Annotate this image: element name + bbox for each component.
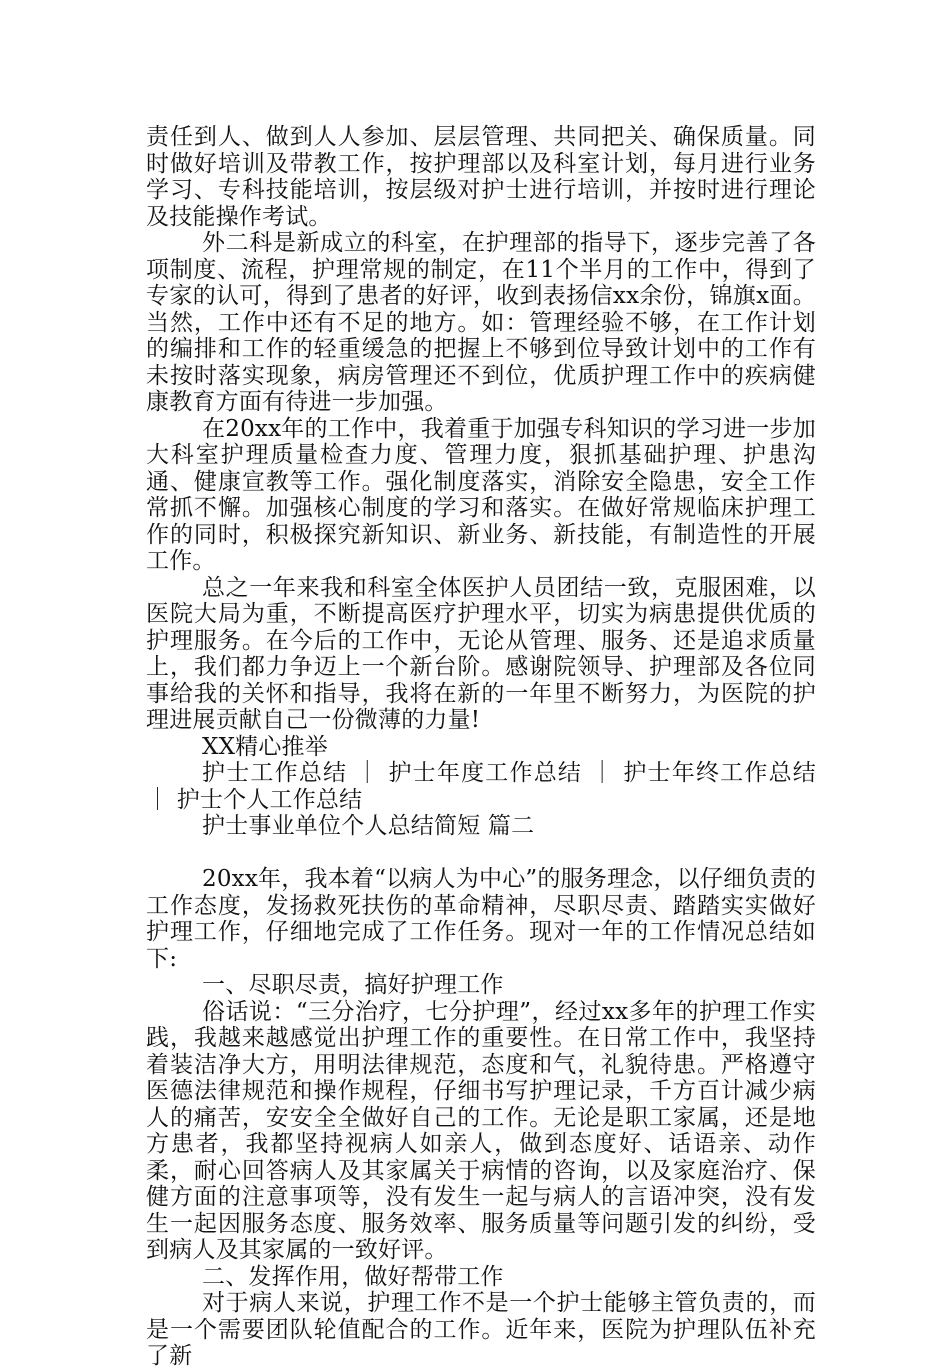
document-body — [146, 124, 816, 1370]
subheading-1: 一、尽职尽责，搞好护理工作 — [202, 972, 504, 998]
recommendation-heading: XX精心推举 — [202, 733, 328, 760]
paragraph-4: 总之一年来我和科室全体医护人员团结一致，克服困难，以医院大局为重，不断提高医疗护理水平，切实为病患提供优质的护理服务。在今后的工作中，无论从管理、服务、还是追求质量上，我们都力争迈上一个新台阶。感谢院领导、护理部及各位同事给我的关怀和指导，我将在新的一年里不断努力，为医院的护理进展贡献自己一份微薄的力量! — [146, 574, 816, 733]
section-title: 护士事业单位个人总结简短 篇二 — [202, 813, 535, 839]
paragraph-6: 对于病人来说，护理工作不是一个护士能够主管负责的，而是一个需要团队轮值配合的工作。近年来，医院为护理队伍补充了新 — [146, 1290, 816, 1369]
subheading-2: 二、发挥作用，做好帮带工作 — [202, 1263, 504, 1290]
paragraph-intro: 20xx年，我本着“以病人为中心”的服务理念，以仔细负责的工作态度，发扬救死扶伤的革命精神，尽职尽责、踏踏实实做好护理工作，仔细地完成了工作任务。现对一年的工作情况总结如下: — [146, 866, 816, 972]
blank-line — [146, 840, 816, 867]
paragraph-1: 责任到人、做到人人参加、层层管理、共同把关、确保质量。同时做好培训及带教工作，按护理部以及科室计划，每月进行业务学习、专科技能培训，按层级对护士进行培训，并按时进行理论及技能操作考试。 — [146, 124, 816, 230]
paragraph-2: 外二科是新成立的科室，在护理部的指导下，逐步完善了各项制度、流程，护理常规的制定，在11个半月的工作中，得到了专家的认可，得到了患者的好评，收到表扬信xx余份，锦旗x面。当然，工作中还有不足的地方。如：管理经验不够，在工作计划的编排和工作的轻重缓急的把握上不够到位导致计划中的工作有未按时落实现象，病房管理还不到位，优质护理工作中的疾病健康教育方面有待进一步加强。 — [146, 230, 816, 415]
related-links[interactable]: 护士工作总结 ｜ 护士年度工作总结 ｜ 护士年终工作总结 ｜ 护士个人工作总结 — [146, 760, 816, 813]
paragraph-3: 在20xx年的工作中，我着重于加强专科知识的学习进一步加大科室护理质量检查力度、管理力度，狠抓基础护理、护患沟通、健康宣教等工作。强化制度落实，消除安全隐患，安全工作常抓不懈。加强核心制度的学习和落实。在做好常规临床护理工作的同时，积极探究新知识、新业务、新技能，有制造性的开展工作。 — [146, 415, 816, 574]
paragraph-5: 俗话说：“三分治疗，七分护理”，经过xx多年的护理工作实践，我越来越感觉出护理工作的重要性。在日常工作中，我坚持着装洁净大方，用明法律规范，态度和气，礼貌待患。严格遵守医德法律规范和操作规程，仔细书写护理记录，千方百计减少病人的痛苦，安安全全做好自己的工作。无论是职工家属，还是地方患者，我都坚持视病人如亲人，做到态度好、话语亲、动作柔，耐心回答病人及其家属关于病情的咨询，以及家庭治疗、保健方面的注意事项等，没有发生一起与病人的言语冲突，没有发生一起因服务态度、服务效率、服务质量等问题引发的纠纷，受到病人及其家属的一致好评。 — [146, 998, 816, 1263]
